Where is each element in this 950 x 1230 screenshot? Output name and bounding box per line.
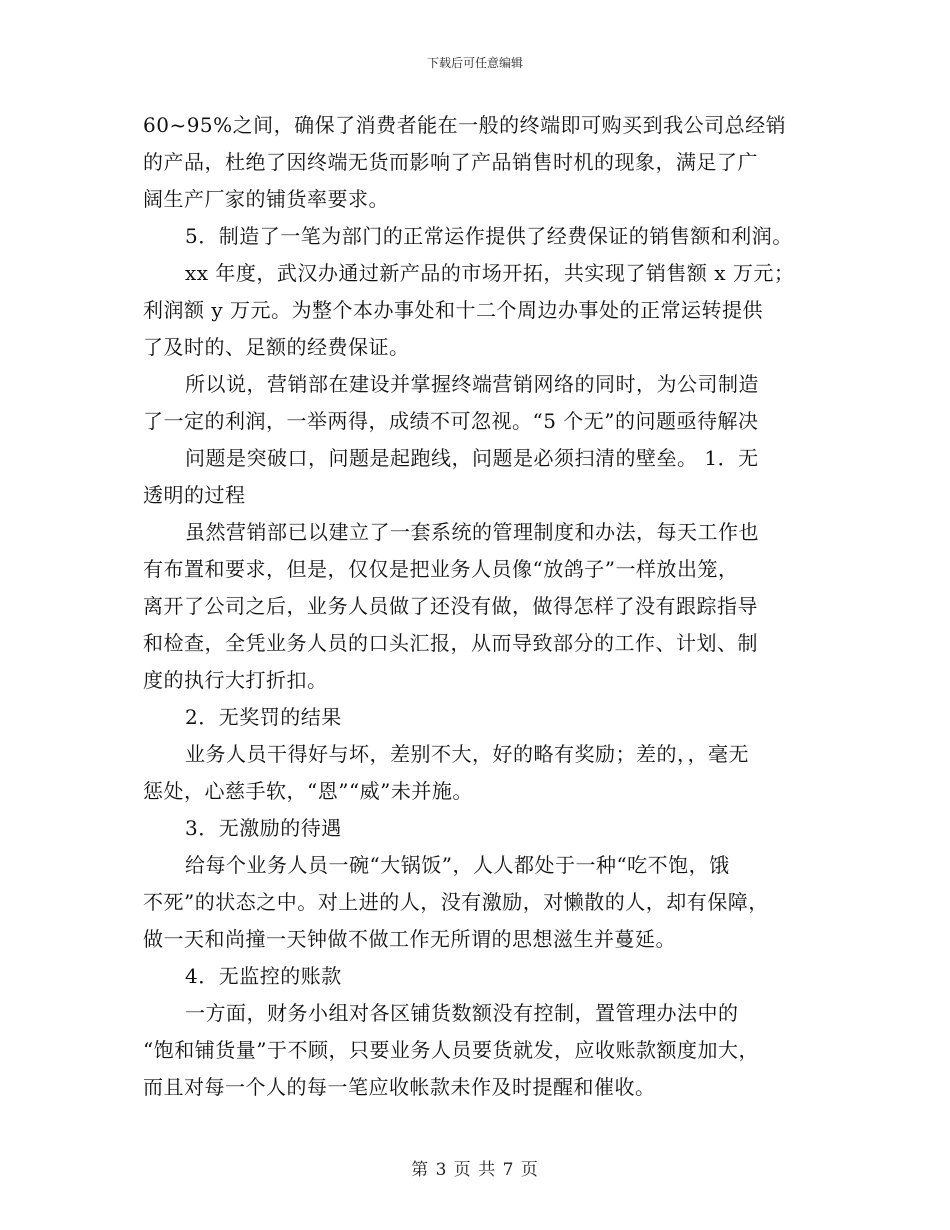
text-line: 一方面，财务小组对各区铺货数额没有控制，置管理办法中的 [185, 1001, 739, 1025]
text-line: 离开了公司之后，业务人员做了还没有做，做得怎样了没有跟踪指导 [143, 594, 758, 618]
text-line: 了及时的、足额的经费保证。 [143, 335, 410, 359]
text-line: 5．制造了一笔为部门的正常运作提供了经费保证的销售额和利润。 [185, 224, 793, 248]
text-line: 度的执行大打折扣。 [143, 668, 328, 692]
text-line: xx 年度，武汉办通过新产品的市场开拓，共实现了销售额 x 万元； [185, 261, 795, 285]
text-line: 问题是突破口，问题是起跑线，问题是必须扫清的壁垒。 1．无 [185, 446, 759, 470]
text-line: 给每个业务人员一碗“大锅饭”，人人都处于一种“吃不饱，饿 [185, 853, 730, 877]
section-heading: 2．无奖罚的结果 [185, 705, 342, 729]
page-header: 下载后可任意编辑 [426, 56, 523, 70]
section-heading: 4．无监控的账款 [185, 964, 342, 988]
text-line: 利润额 y 万元。为整个本办事处和十二个周边办事处的正常运转提供 [143, 298, 764, 322]
text-line: 虽然营销部已以建立了一套系统的管理制度和办法，每天工作也 [185, 520, 759, 544]
document-body [143, 107, 833, 1106]
text-line: 做一天和尚撞一天钟做不做工作无所谓的思想滋生并蔓延。 [143, 927, 676, 951]
section-heading: 3．无激励的待遇 [185, 816, 342, 840]
text-line: 的产品，杜绝了因终端无货而影响了产品销售时机的现象，满足了广 [143, 150, 758, 174]
text-line: 阔生产厂家的铺货率要求。 [143, 187, 389, 211]
text-line: 而且对每一个人的每一笔应收帐款未作及时提醒和催收。 [143, 1075, 656, 1099]
text-line: 了一定的利润，一举两得，成绩不可忽视。“5 个无”的问题亟待解决 [143, 409, 759, 433]
text-line: 和检查，全凭业务人员的口头汇报，从而导致部分的工作、计划、制 [143, 631, 758, 655]
text-line: 不死”的状态之中。对上进的人，没有激励，对懒散的人，却有保障， [143, 890, 769, 914]
text-line: “饱和铺货量”于不顾，只要业务人员要货就发，应收账款额度加大， [143, 1038, 759, 1062]
text-line: 所以说，营销部在建设并掌握终端营销网络的同时，为公司制造 [185, 372, 759, 396]
text-line: 业务人员干得好与坏，差别不大，好的略有奖励；差的，，毫无 [185, 742, 749, 766]
text-line: 有布置和要求，但是，仅仅是把业务人员像“放鸽子”一样放出笼， [143, 557, 739, 581]
text-line: 60~95%之间，确保了消费者能在一般的终端即可购买到我公司总经销 [143, 113, 787, 137]
text-line: 透明的过程 [143, 483, 246, 507]
page-number: 第 3 页 共 7 页 [411, 1160, 539, 1180]
text-line: 惩处，心慈手软，“恩”“威”未并施。 [143, 779, 473, 803]
